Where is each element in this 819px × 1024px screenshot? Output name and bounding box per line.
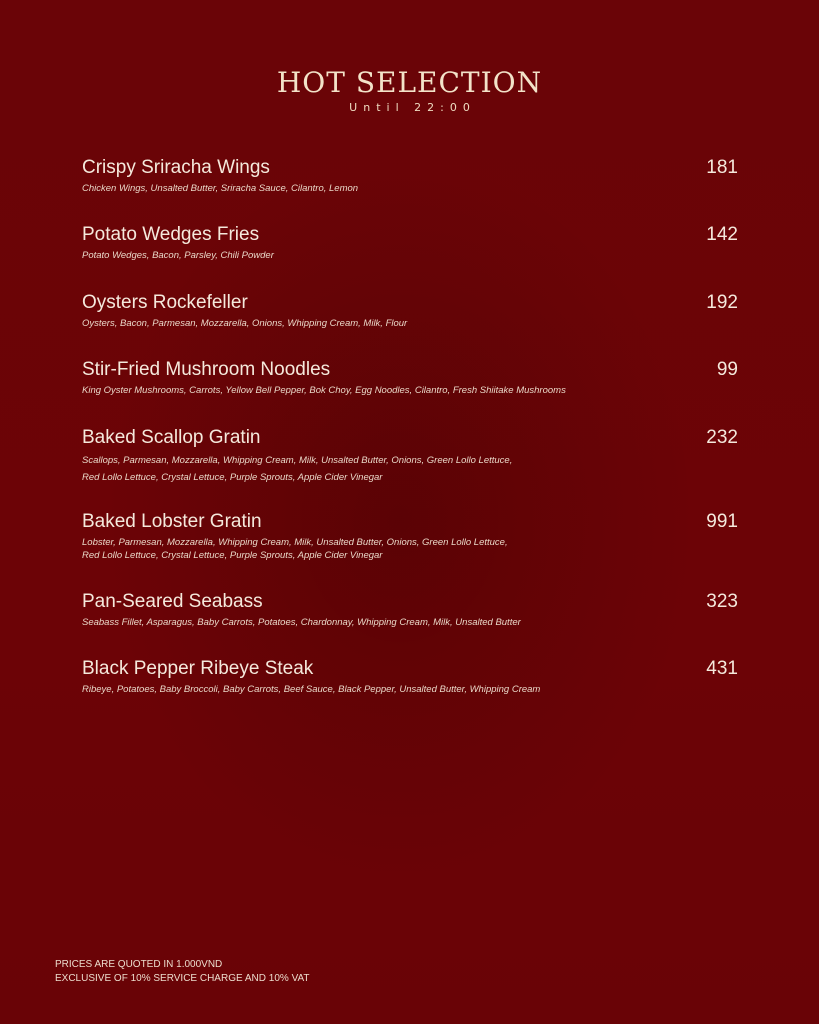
menu-item (82, 358, 738, 397)
item-description: Red Lollo Lettuce, Crystal Lettuce, Purple Sprouts, Apple Cider Vinegar (82, 472, 383, 483)
menu-item (82, 657, 738, 696)
item-name: Baked Lobster Gratin (82, 511, 262, 532)
tax-note: EXCLUSIVE OF 10% SERVICE CHARGE AND 10% VAT (55, 973, 310, 984)
menu-header (0, 66, 819, 116)
item-description: Potato Wedges, Bacon, Parsley, Chili Powder (82, 250, 274, 261)
menu-item (82, 510, 738, 562)
item-price: 323 (706, 591, 738, 612)
item-price: 431 (706, 658, 738, 679)
item-name: Stir-Fried Mushroom Noodles (82, 359, 331, 380)
item-name: Baked Scallop Gratin (82, 427, 261, 448)
item-price: 99 (716, 359, 738, 380)
item-price: 192 (706, 292, 738, 313)
menu-item (82, 426, 738, 486)
currency-note: PRICES ARE QUOTED IN 1.000VND (55, 959, 223, 970)
item-description: Ribeye, Potatoes, Baby Broccoli, Baby Carrots, Beef Sauce, Black Pepper, Unsalted Butter, Whipping Cream (82, 684, 541, 695)
item-name: Pan-Seared Seabass (82, 591, 263, 612)
item-description: Lobster, Parmesan, Mozzarella, Whipping Cream, Milk, Unsalted Butter, Onions, Green Lollo Lettuce, (82, 537, 508, 548)
service-hours: Until 22:00 (349, 101, 476, 114)
menu-item (82, 223, 738, 262)
item-description: Chicken Wings, Unsalted Butter, Sriracha Sauce, Cilantro, Lemon (82, 183, 359, 194)
item-name: Potato Wedges Fries (82, 224, 260, 245)
item-price: 181 (706, 157, 738, 178)
item-name: Crispy Sriracha Wings (82, 157, 270, 178)
item-name: Oysters Rockefeller (82, 292, 248, 313)
item-description: Scallops, Parmesan, Mozzarella, Whipping Cream, Milk, Unsalted Butter, Onions, Green Lollo Lettuce, (82, 455, 513, 466)
menu-item (82, 291, 738, 330)
menu-item (82, 156, 738, 195)
item-price: 991 (706, 511, 738, 532)
item-name: Black Pepper Ribeye Steak (82, 658, 314, 679)
page-title: HOT SELECTION (276, 66, 543, 99)
price-note (55, 958, 310, 986)
item-description: King Oyster Mushrooms, Carrots, Yellow Bell Pepper, Bok Choy, Egg Noodles, Cilantro, Fresh Shiitake Mushrooms (82, 385, 566, 396)
item-description: Oysters, Bacon, Parmesan, Mozzarella, Onions, Whipping Cream, Milk, Flour (82, 318, 408, 329)
item-description: Red Lollo Lettuce, Crystal Lettuce, Purple Sprouts, Apple Cider Vinegar (82, 550, 383, 561)
menu-item (82, 590, 738, 629)
item-price: 142 (706, 224, 738, 245)
item-price: 232 (706, 427, 738, 448)
item-description: Seabass Fillet, Asparagus, Baby Carrots, Potatoes, Chardonnay, Whipping Cream, Milk, Unsalted Butter (82, 617, 521, 628)
